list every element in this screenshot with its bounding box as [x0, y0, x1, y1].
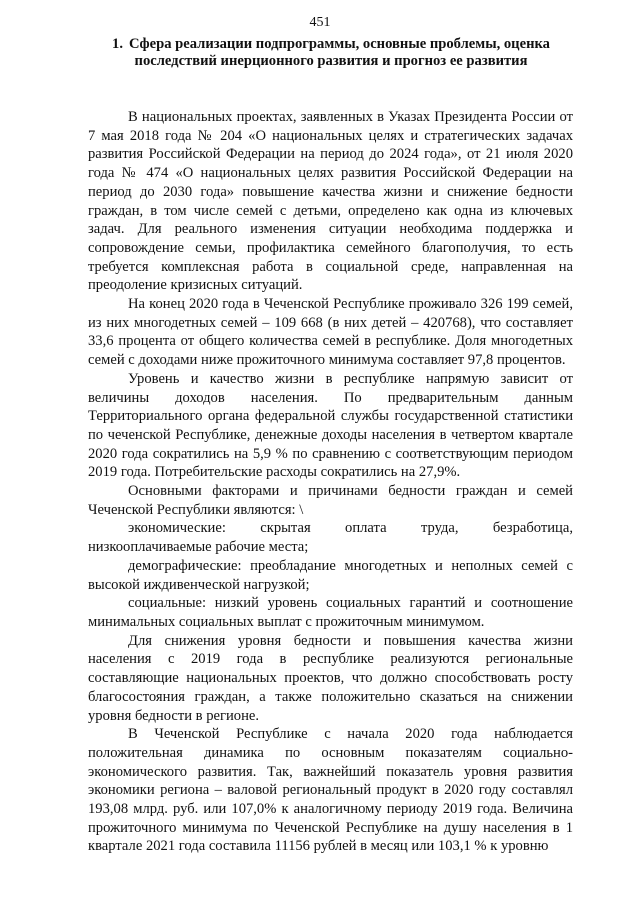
- paragraph-income-level: Уровень и качество жизни в республике напрямую зависит от величины доходов населения. По предварительным данным Территориального органа федеральной службы государственной статистики по чеченской Республике, денежные доходы населения в четвертом квартале 2020 года сократились на 5,9 % по сравнению с соответствующим периодом 2019 года. Потребительские расходы сократились на 27,9%.: [88, 370, 573, 481]
- paragraph-economic-factors: экономические: скрытая оплата труда, безработица, низкооплачиваемые рабочие места;: [88, 520, 573, 556]
- section-heading: [96, 36, 566, 70]
- section-number: 1.: [112, 36, 123, 52]
- page-number: 451: [309, 15, 331, 30]
- paragraph-families-statistics: На конец 2020 года в Чеченской Республике проживало 326 199 семей, из них многодетных семей – 109 668 (в них детей – 420768), что составляет 33,6 процента от общего количества семей в республике. Доля многодетных семей с доходами ниже прожиточного минимума составляет 97,8 процентов.: [88, 296, 573, 369]
- paragraph-national-projects: В национальных проектах, заявленных в Указах Президента России от 7 мая 2018 года № 204 «О национальных целях и стратегических задачах развития Российской Федерации на период до 2024 года», от 21 июля 2020 года № 474 «О национальных целях развития Российской Федерации на период до 2030 года» повышение качества жизни и снижение бедности граждан, в том числе семей с детьми, определено как одна из ключевых задач. Для реального изменения ситуации необходима поддержка и сопровождение семьи, профилактика семейного благополучия, то есть требуется комплексная работа в социальной среде, направленная на преодоление кризисных ситуаций.: [88, 109, 573, 294]
- paragraph-economic-dynamics: В Чеченской Республике с начала 2020 года наблюдается положительная динамика по основным показателям социально-экономического развития. Так, важнейший показатель уровня развития экономики региона – валовой региональный продукт в 2020 году составлял 193,08 млрд. руб. или 107,0% к аналогичному периоду 2019 года. Величина прожиточного минимума по Чеченской Республике на душу населения в 1 квартале 2021 года составила 11156 рублей в месяц или 103,1 % к уровню: [88, 726, 573, 855]
- paragraph-demographic-factors: демографические: преобладание многодетных и неполных семей с высокой иждивенческой нагрузкой;: [88, 557, 573, 593]
- paragraph-social-factors: социальные: низкий уровень социальных гарантий и соотношение минимальных социальных выплат с прожиточным минимумом.: [88, 595, 573, 630]
- body-text: [88, 108, 573, 856]
- section-title: Сфера реализации подпрограммы, основные проблемы, оценка последствий инерционного развития и прогноз ее развития: [128, 36, 550, 69]
- paragraph-poverty-reduction: Для снижения уровня бедности и повышения качества жизни населения с 2019 года в республике реализуются региональные составляющие национальных проектов, что должно способствовать росту благосостояния граждан, а также положительно сказаться на снижении уровня бедности в регионе.: [88, 632, 573, 724]
- paragraph-poverty-factors: Основными факторами и причинами бедности граждан и семей Чеченской Республики являются: \: [88, 483, 573, 518]
